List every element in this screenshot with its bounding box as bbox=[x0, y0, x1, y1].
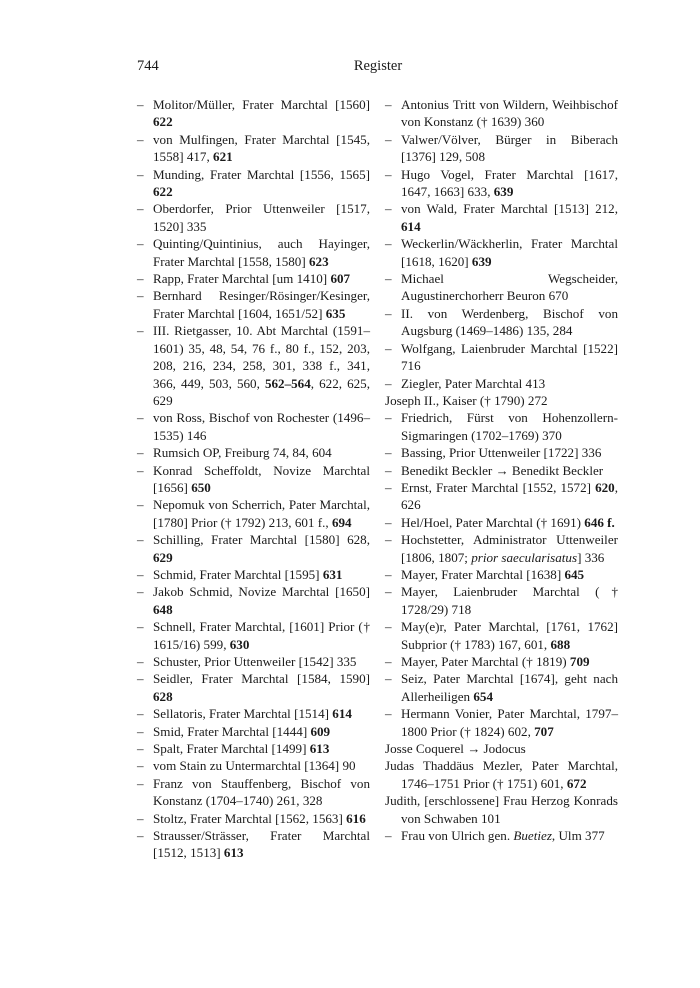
index-sub-entry: – May(e)r, Pater Marchtal, [1761, 1762] Subprior († 1783) 167, 601, 688 bbox=[385, 618, 618, 653]
index-sub-entry: – Strausser/Strässer, Frater Marchtal [1512, 1513] 613 bbox=[137, 827, 370, 862]
index-sub-entry: – Frau von Ulrich gen. Buetiez, Ulm 377 bbox=[385, 827, 618, 844]
index-main-entry: Josse Coquerel → Jodocus bbox=[385, 741, 526, 757]
index-sub-entry: – Mayer, Laienbruder Marchtal († 1728/29) 718 bbox=[385, 583, 618, 618]
index-sub-entry: – II. von Werdenberg, Bischof von Augsburg (1469–1486) 135, 284 bbox=[385, 305, 618, 340]
index-sub-entry: – Sellatoris, Frater Marchtal [1514] 614 bbox=[137, 705, 370, 722]
index-sub-entry: – Weckerlin/Wäckherlin, Frater Marchtal [1618, 1620] 639 bbox=[385, 235, 618, 270]
index-sub-entry: – Hel/Hoel, Pater Marchtal († 1691) 646 f. bbox=[385, 514, 618, 531]
index-main-entry: Joseph II., Kaiser († 1790) 272 bbox=[385, 392, 548, 408]
index-sub-entry: – Jakob Schmid, Novize Marchtal [1650] 648 bbox=[137, 583, 370, 618]
index-sub-entry: – Antonius Tritt von Wildern, Weihbischof von Konstanz († 1639) 360 bbox=[385, 96, 618, 131]
running-head: Register bbox=[353, 58, 403, 74]
index-sub-entry: – Bassing, Prior Uttenweiler [1722] 336 bbox=[385, 444, 618, 461]
index-sub-entry: – Schnell, Frater Marchtal, [1601] Prior († 1615/16) 599, 630 bbox=[137, 618, 370, 653]
index-sub-entry: – von Ross, Bischof von Rochester (1496–1535) 146 bbox=[137, 409, 370, 444]
index-main-entry: Judith, [erschlossene] Frau Herzog Konrads von Schwaben 101 bbox=[385, 793, 618, 826]
index-sub-entry: – Ziegler, Pater Marchtal 413 bbox=[385, 375, 618, 392]
index-sub-entry: – Rapp, Frater Marchtal [um 1410] 607 bbox=[137, 270, 370, 287]
index-sub-entry: – Bernhard Resinger/Rösinger/Kesinger, Frater Marchtal [1604, 1651/52] 635 bbox=[137, 287, 370, 322]
index-main-entry: Judas Thaddäus Mezler, Pater Marchtal, 1746–1751 Prior († 1751) 601, 672 bbox=[385, 758, 618, 791]
index-sub-entry: – Hugo Vogel, Frater Marchtal [1617, 1647, 1663] 633, 639 bbox=[385, 166, 618, 201]
index-sub-entry: – Ernst, Frater Marchtal [1552, 1572] 620, 626 bbox=[385, 479, 618, 514]
index-sub-entry: – Smid, Frater Marchtal [1444] 609 bbox=[137, 723, 370, 740]
page-number: 744 bbox=[137, 58, 159, 74]
index-sub-entry: – Konrad Scheffoldt, Novize Marchtal [1656] 650 bbox=[137, 462, 370, 497]
index-column-left bbox=[137, 96, 370, 862]
index-sub-entry: – Schmid, Frater Marchtal [1595] 631 bbox=[137, 566, 370, 583]
index-sub-entry: – Wolfgang, Laienbruder Marchtal [1522] 716 bbox=[385, 340, 618, 375]
index-sub-entry: – III. Rietgasser, 10. Abt Marchtal (1591–1601) 35, 48, 54, 76 f., 80 f., 152, 203, 208, 216, 234, 258, 301, 338 f., 341, 366, 449, 503, 560, 562–564, 622, 625, 629 bbox=[137, 322, 370, 409]
index-sub-entry: – vom Stain zu Untermarchtal [1364] 90 bbox=[137, 757, 370, 774]
index-sub-entry: – Hochstetter, Administrator Uttenweiler [1806, 1807; prior saecularisatus] 336 bbox=[385, 531, 618, 566]
index-sub-entry: – von Mulfingen, Frater Marchtal [1545, 1558] 417, 621 bbox=[137, 131, 370, 166]
index-sub-entry: – Franz von Stauffenberg, Bischof von Konstanz (1704–1740) 261, 328 bbox=[137, 775, 370, 810]
index-sub-entry: – Oberdorfer, Prior Uttenweiler [1517, 1520] 335 bbox=[137, 200, 370, 235]
index-sub-entry: – Benedikt Beckler → Benedikt Beckler bbox=[385, 462, 618, 479]
index-sub-entry: – Stoltz, Frater Marchtal [1562, 1563] 616 bbox=[137, 810, 370, 827]
index-sub-entry: – Hermann Vonier, Pater Marchtal, 1797–1800 Prior († 1824) 602, 707 bbox=[385, 705, 618, 740]
index-sub-entry: – Rumsich OP, Freiburg 74, 84, 604 bbox=[137, 444, 370, 461]
index-sub-entry: – Mayer, Pater Marchtal († 1819) 709 bbox=[385, 653, 618, 670]
index-sub-entry: – Seiz, Pater Marchtal [1674], geht nach Allerheiligen 654 bbox=[385, 670, 618, 705]
index-sub-entry: – Molitor/Müller, Frater Marchtal [1560] 622 bbox=[137, 96, 370, 131]
index-sub-entry: – Spalt, Frater Marchtal [1499] 613 bbox=[137, 740, 370, 757]
index-sub-entry: – Friedrich, Fürst von Hohenzollern-Sigmaringen (1702–1769) 370 bbox=[385, 409, 618, 444]
index-sub-entry: – Quinting/Quintinius, auch Hayinger, Frater Marchtal [1558, 1580] 623 bbox=[137, 235, 370, 270]
index-sub-entry: – Nepomuk von Scherrich, Pater Marchtal, [1780] Prior († 1792) 213, 601 f., 694 bbox=[137, 496, 370, 531]
index-column-right bbox=[385, 96, 618, 844]
index-sub-entry: – von Wald, Frater Marchtal [1513] 212, 614 bbox=[385, 200, 618, 235]
index-sub-entry: – Valwer/Völver, Bürger in Biberach [1376] 129, 508 bbox=[385, 131, 618, 166]
index-sub-entry: – Seidler, Frater Marchtal [1584, 1590] 628 bbox=[137, 670, 370, 705]
index-sub-entry: – Munding, Frater Marchtal [1556, 1565] 622 bbox=[137, 166, 370, 201]
page-header bbox=[137, 58, 619, 80]
index-sub-entry: – Mayer, Frater Marchtal [1638] 645 bbox=[385, 566, 618, 583]
index-sub-entry: – Schilling, Frater Marchtal [1580] 628, 629 bbox=[137, 531, 370, 566]
index-sub-entry: – Michael Wegscheider, Augustinerchorherr Beuron 670 bbox=[385, 270, 618, 305]
index-sub-entry: – Schuster, Prior Uttenweiler [1542] 335 bbox=[137, 653, 370, 670]
